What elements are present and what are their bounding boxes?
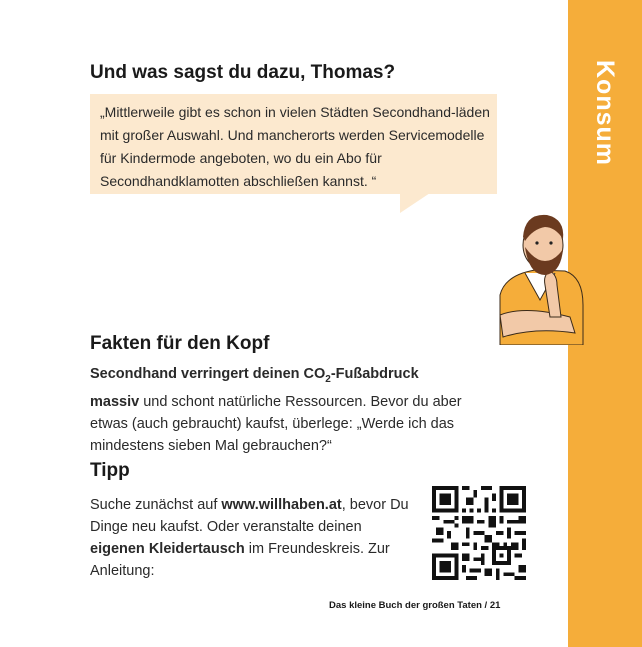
tip-paragraph — [90, 494, 420, 582]
question-heading: Und was sagst du dazu, Thomas? — [90, 62, 396, 83]
quote-text: „Mittlerweile gibt es schon in vielen Städten Secondhand-läden mit großer Auswahl. Und mancherorts werden Servicemodelle für Kindermode angeboten, wo du ein Abo für Secondhandklamotten abschließen kannst. “ — [100, 104, 490, 189]
facts-heading: Fakten für den Kopf — [90, 333, 270, 354]
thinking-man-illustration — [495, 205, 585, 345]
qr-code[interactable] — [432, 486, 526, 580]
tip-part-3: im Freundeskreis. Zur Anleitung: — [90, 541, 390, 579]
tip-heading: Tipp — [90, 460, 130, 481]
facts-paragraph — [90, 363, 470, 457]
facts-bold-2: -Fußabdruck massiv — [90, 366, 419, 410]
tip-bold: eigenen Kleidertausch — [90, 541, 245, 557]
speech-bubble-tail — [400, 193, 430, 213]
page-footer: Das kleine Buch der großen Taten / 21 — [329, 600, 501, 611]
facts-subscript: 2 — [325, 373, 331, 385]
chapter-label: Konsum — [591, 60, 619, 166]
tip-part-1: Suche zunächst auf — [90, 497, 222, 513]
facts-rest: und schont natürliche Ressourcen. Bevor du aber etwas (auch gebraucht) kaufst, überlege: „Werde ich das mindestens sieben Mal gebrauchen?“ — [90, 393, 462, 454]
tip-part-2: , bevor Du Dinge neu kaufst. Oder veranstalte deinen — [90, 497, 409, 535]
facts-bold-1: Secondhand verringert deinen CO — [90, 366, 326, 382]
tip-link[interactable]: www.willhaben.at — [221, 497, 342, 513]
